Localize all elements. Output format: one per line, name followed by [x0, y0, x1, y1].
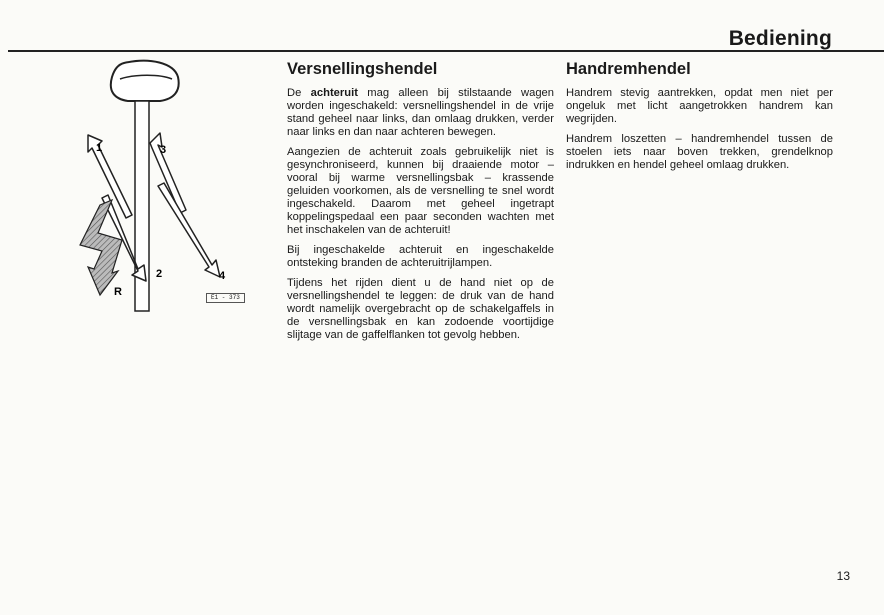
heading-versnellingshendel: Versnellingshendel	[287, 60, 438, 78]
gear-shift-illustration	[60, 55, 270, 315]
emphasis-achteruit: achteruit	[310, 87, 358, 99]
text-run: mag alleen bij stilstaande wagen worden ingeschakeld: versnellingshendel in de vrije stand geheel naar links, dan omlaag drukken, verder naar links en dan naar achteren bewegen.	[287, 87, 554, 138]
label-gear-4: 4	[219, 270, 226, 282]
label-gear-3: 3	[160, 144, 167, 156]
label-gear-2: 2	[156, 268, 163, 280]
paragraph-synchronisation: Aangezien de achteruit zoals gebruikelijk niet is gesynchroniseerd, kunnen bij draaiende motor – vooral bij warme versnellingsbak – krassende geluiden voorkomen, als de versnelling te snel wordt ingeschakeld. Daarom met geheel ingetrapt koppelingspedaal een paar seconden wachten met het inschakelen van de achteruit!	[287, 146, 554, 236]
paragraph-hand-on-lever: Tijdens het rijden dient u de hand niet op de versnellingshendel te leggen: de druk van de hand wordt namelijk overgebracht op de schakelgaffels in de versnellingsbak en kan zodoende voortijdige slijtage van de gaffelflanken tot gevolg hebben.	[287, 277, 554, 341]
right-column	[566, 60, 833, 179]
text-run: De	[287, 87, 311, 99]
heading-handremhendel: Handremhendel	[566, 60, 691, 78]
label-gear-r: R	[114, 286, 122, 298]
paragraph-reverse-gear	[287, 87, 554, 139]
figure-code: E1 - 373	[206, 293, 245, 303]
shift-knob	[111, 61, 179, 101]
paragraph-reverse-lamps: Bij ingeschakelde achteruit en ingeschakelde ontsteking branden de achteruitrijlampen.	[287, 244, 554, 269]
arrow-gear-4	[158, 183, 220, 277]
label-gear-1: 1	[96, 142, 103, 154]
gear-shift-diagram	[60, 55, 270, 315]
paragraph-handbrake-release: Handrem loszetten – handremhendel tussen de stoelen iets naar boven trekken, grendelknop indrukken en hendel geheel omlaag drukken.	[566, 133, 833, 171]
page-number: 13	[836, 569, 850, 583]
section-title: Bediening	[728, 27, 832, 50]
left-column	[287, 60, 554, 349]
paragraph-handbrake-apply: Handrem stevig aantrekken, opdat men niet per ongeluk met licht aangetrokken handrem kan wegrijden.	[566, 87, 833, 125]
